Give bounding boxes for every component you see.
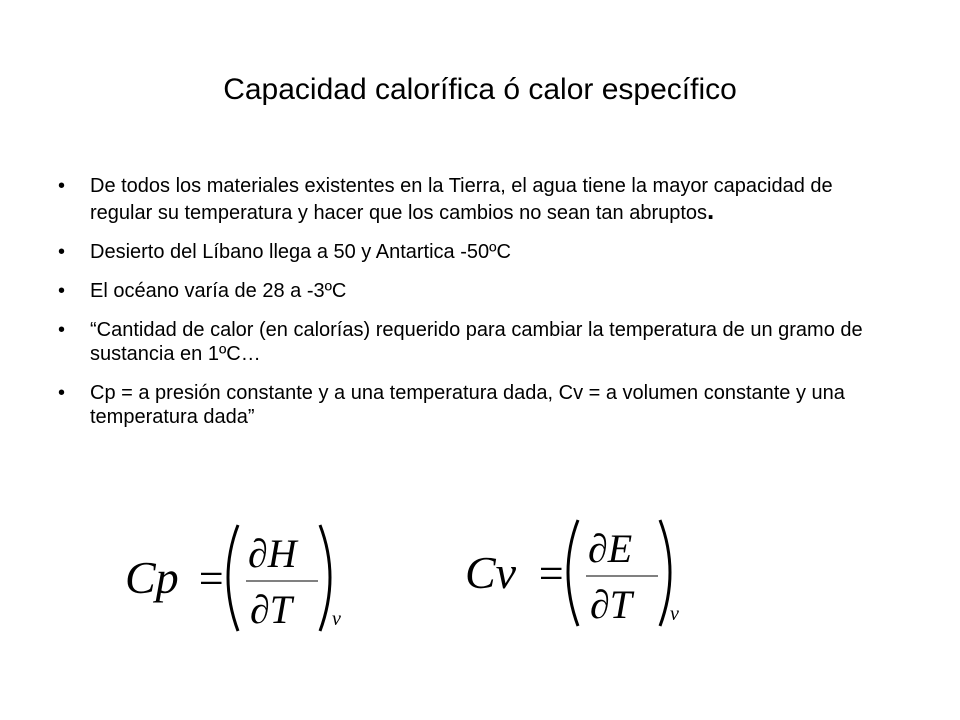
bullet-dot: •: [58, 382, 66, 404]
bullet-item-water: [58, 174, 878, 225]
right-paren: [320, 525, 330, 631]
left-paren: [228, 525, 238, 631]
bullet-dot: •: [58, 175, 66, 197]
formula-cv: [462, 510, 702, 640]
bullet-text: El océano varía de 28 a -3ºC: [90, 280, 347, 302]
bullet-text: Desierto del Líbano llega a 50 y Antartica -50ºC: [90, 241, 511, 263]
left-paren: [568, 520, 578, 626]
formula-subscript: v: [670, 603, 679, 625]
bullet-period: .: [707, 195, 715, 225]
bullet-dot: •: [58, 280, 66, 302]
formula-lhs: Cp: [125, 552, 179, 603]
bullet-dot: •: [58, 241, 66, 263]
formula-denominator: ∂T: [590, 582, 633, 627]
bullet-item-desert: [58, 240, 878, 264]
bullet-text-end: cambios no sean tan abruptos: [439, 202, 708, 224]
right-paren: [660, 520, 670, 626]
formula-cp-svg: [120, 515, 360, 645]
formula-lhs: Cv: [465, 547, 517, 598]
formula-equals: =: [536, 549, 566, 598]
formula-numerator: ∂H: [248, 531, 297, 576]
slide-title: Capacidad calorífica ó calor específico: [223, 73, 737, 106]
bullet-list: [58, 174, 878, 444]
formula-cp: [120, 515, 360, 645]
formula-cv-svg: [462, 510, 702, 640]
formula-denominator: ∂T: [250, 587, 293, 632]
bullet-item-cp-cv: [58, 381, 878, 429]
formula-numerator: ∂E: [588, 526, 633, 571]
bullet-text: Cp = a presión constante y a una temperatura dada, Cv = a volumen constante y una temperatura dada”: [90, 382, 845, 428]
bullet-text: “Cantidad de calor (en calorías) requerido para cambiar la temperatura de un gramo de sustancia en 1ºC…: [90, 319, 863, 365]
bullet-item-ocean: [58, 279, 878, 303]
formula-equals: =: [196, 554, 226, 603]
formula-subscript: v: [332, 608, 341, 630]
bullet-item-definition: [58, 318, 878, 366]
bullet-text: De todos los materiales existentes en la Tierra, el agua tiene la mayor capacidad de regular su temperatura y hacer que los: [90, 175, 833, 224]
bullet-dot: •: [58, 319, 66, 341]
